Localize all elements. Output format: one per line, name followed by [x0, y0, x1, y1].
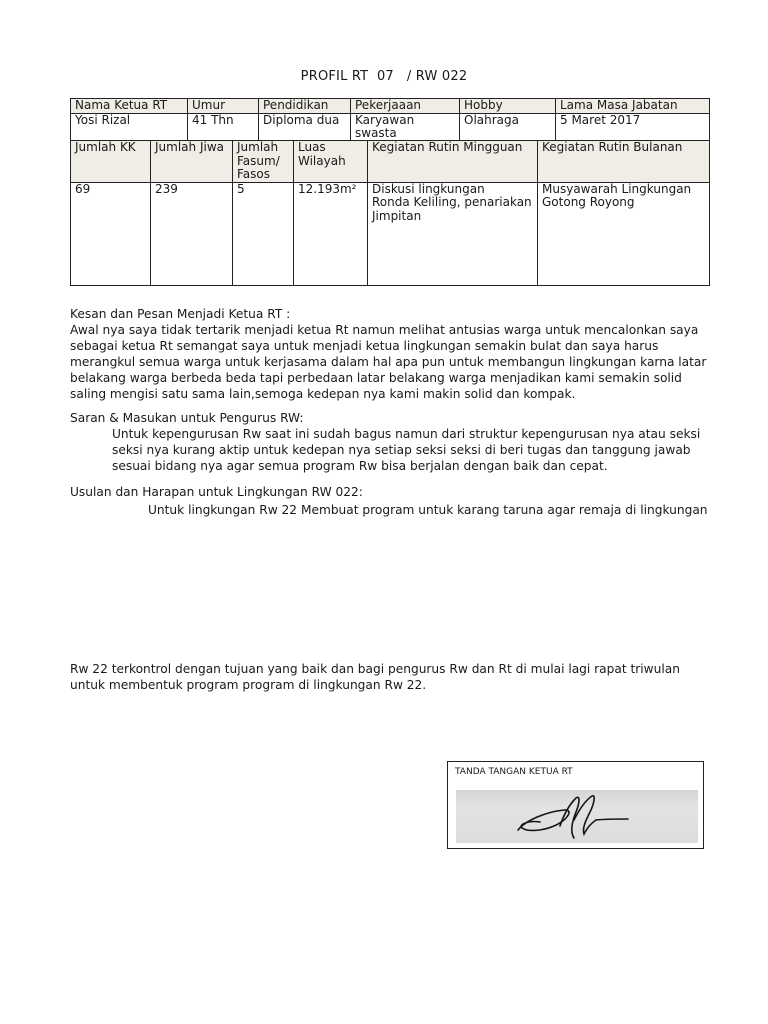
table-header-row — [71, 141, 710, 183]
table-row — [71, 182, 710, 285]
header-jumlah-fasum: Jumlah Fasum/ Fasos — [233, 141, 294, 183]
saran-heading: Saran & Masukan untuk Pengurus RW: — [70, 411, 304, 425]
cell-kegiatan-mingguan — [368, 182, 538, 285]
cell-luas-wilayah: 12.193m² — [294, 182, 368, 285]
signature-label: TANDA TANGAN KETUA RT — [455, 767, 573, 777]
header-hobby: Hobby — [460, 99, 556, 114]
signature-image — [456, 790, 698, 843]
cell-jumlah-kk: 69 — [71, 182, 151, 285]
table-row — [71, 113, 710, 141]
saran-body: Untuk kepengurusan Rw saat ini sudah bagus namun dari struktur kepengurusan nya atau seksi seksi nya kurang aktip untuk kedepan nya setiap seksi seksi di beri tugas dan tanggung jawab sesuai bidang nya agar semua program Rw bisa berjalan dengan baik dan cepat. — [112, 427, 701, 473]
usulan-heading: Usulan dan Harapan untuk Lingkungan RW 022: — [70, 485, 363, 499]
signature-box — [447, 761, 704, 849]
cell-pendidikan: Diploma dua — [259, 113, 351, 141]
header-nama-ketua: Nama Ketua RT — [71, 99, 188, 114]
header-kegiatan-bulanan: Kegiatan Rutin Bulanan — [538, 141, 710, 183]
profile-table-identity — [70, 98, 710, 142]
page-title: PROFIL RT 07 / RW 022 — [300, 69, 468, 84]
list-item: Musyawarah Lingkungan — [542, 182, 692, 196]
header-luas-wilayah: Luas Wilayah — [294, 141, 368, 183]
cell-jumlah-fasum: 5 — [233, 182, 294, 285]
kesan-heading: Kesan dan Pesan Menjadi Ketua RT : — [70, 307, 291, 321]
saran-body-first-line — [70, 427, 710, 475]
table-header-row — [71, 99, 710, 114]
list-item: Gotong Royong — [542, 195, 635, 209]
cell-umur: 41 Thn — [188, 113, 259, 141]
header-pekerjaan: Pekerjaaan — [351, 99, 460, 114]
cell-nama-ketua: Yosi Rizal — [71, 113, 188, 141]
header-kegiatan-mingguan: Kegiatan Rutin Mingguan — [368, 141, 538, 183]
profile-table-statistics — [70, 140, 710, 286]
cell-lama-jabatan: 5 Maret 2017 — [556, 113, 710, 141]
cell-jumlah-jiwa: 239 — [151, 182, 233, 285]
header-lama-jabatan: Lama Masa Jabatan — [556, 99, 710, 114]
header-pendidikan: Pendidikan — [259, 99, 351, 114]
handwritten-signature — [456, 790, 698, 843]
header-umur: Umur — [188, 99, 259, 114]
usulan-body-start: Untuk lingkungan Rw 22 Membuat program untuk karang taruna agar remaja di lingkungan — [148, 503, 708, 517]
cell-hobby: Olahraga — [460, 113, 556, 141]
cell-pekerjaan: Karyawan swasta — [351, 113, 460, 141]
list-item: Ronda Keliling, penariakan Jimpitan — [372, 195, 532, 223]
header-jumlah-kk: Jumlah KK — [71, 141, 151, 183]
usulan-body-end: Rw 22 terkontrol dengan tujuan yang baik dan bagi pengurus Rw dan Rt di mulai lagi rapat triwulan untuk membentuk program program di lingkungan Rw 22. — [70, 662, 680, 692]
kesan-body: Awal nya saya tidak tertarik menjadi ketua Rt namun melihat antusias warga untuk mencalonkan saya sebagai ketua Rt semangat saya untuk menjadi ketua lingkungan semakin bulat dan saya harus merangkul semua warga untuk kerjasama dalam hal apa pun untuk membangun lingkungan karna latar belakang warga berbeda beda tapi perbedaan latar belakang warga menjadikan kami semakin solid saling mengisi satu sama lain,semoga kedepan nya kami makin solid dan kompak. — [70, 323, 707, 401]
list-item: Diskusi lingkungan — [372, 182, 485, 196]
cell-kegiatan-bulanan — [538, 182, 710, 285]
header-jumlah-jiwa: Jumlah Jiwa — [151, 141, 233, 183]
